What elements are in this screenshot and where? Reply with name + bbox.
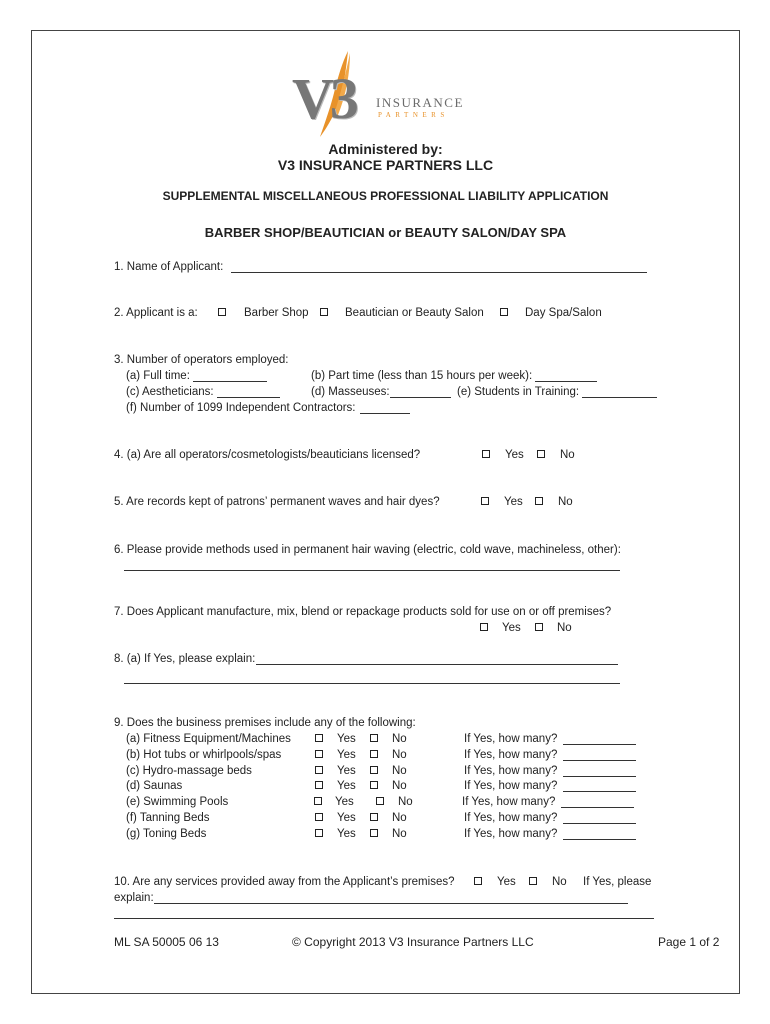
q10-no-label: No xyxy=(552,876,567,888)
q10-if-yes-label: If Yes, please xyxy=(583,876,652,888)
logo-word-partners: PARTNERS xyxy=(378,111,449,119)
masseuses-field[interactable] xyxy=(390,397,451,398)
students-field[interactable] xyxy=(582,397,657,398)
q9-yes-checkbox[interactable] xyxy=(315,813,323,821)
q9-how-many-label: If Yes, how many? xyxy=(462,796,556,808)
beauty-salon-checkbox[interactable] xyxy=(320,308,328,316)
barber-shop-label: Barber Shop xyxy=(244,307,309,319)
q5-yes-label: Yes xyxy=(504,496,523,508)
q9-how-many-field[interactable] xyxy=(563,823,636,824)
applicant-name-field[interactable] xyxy=(231,272,647,273)
q9-no-checkbox[interactable] xyxy=(370,750,378,758)
q5-no-checkbox[interactable] xyxy=(535,497,543,505)
q8-explain-field[interactable] xyxy=(256,664,618,665)
q7-yes-label: Yes xyxy=(502,622,521,634)
contractors-field[interactable] xyxy=(360,413,410,414)
beauty-salon-label: Beautician or Beauty Salon xyxy=(345,307,484,319)
part-time-field[interactable] xyxy=(535,381,597,382)
copyright-notice: © Copyright 2013 V3 Insurance Partners LLC xyxy=(292,935,534,949)
q9-how-many-field[interactable] xyxy=(563,791,636,792)
q5-no-label: No xyxy=(558,496,573,508)
q9-yes-checkbox[interactable] xyxy=(315,781,323,789)
company-name: V3 INSURANCE PARTNERS LLC xyxy=(277,157,494,173)
q3-contractors-label: (f) Number of 1099 Independent Contractors: xyxy=(126,402,356,414)
q9-no-label: No xyxy=(392,780,407,792)
q9-item-label: (d) Saunas xyxy=(126,780,183,792)
q9-how-many-label: If Yes, how many? xyxy=(464,828,558,840)
q8-label: 8. (a) If Yes, please explain: xyxy=(114,653,256,665)
form-code: ML SA 50005 06 13 xyxy=(114,935,219,949)
q9-how-many-label: If Yes, how many? xyxy=(464,812,558,824)
q9-how-many-label: If Yes, how many? xyxy=(464,780,558,792)
q9-item-label: (b) Hot tubs or whirlpools/spas xyxy=(126,749,282,761)
q9-how-many-field[interactable] xyxy=(563,839,636,840)
q10-yes-checkbox[interactable] xyxy=(474,877,482,885)
logo-monogram: V3 xyxy=(292,66,355,131)
full-time-field[interactable] xyxy=(193,381,267,382)
q10-explain-field[interactable] xyxy=(154,903,628,904)
q9-yes-checkbox[interactable] xyxy=(315,750,323,758)
form-subtitle: BARBER SHOP/BEAUTICIAN or BEAUTY SALON/DAY SPA xyxy=(204,225,567,240)
q5-yes-checkbox[interactable] xyxy=(481,497,489,505)
administered-by: Administered by: xyxy=(328,141,443,157)
q9-how-many-field[interactable] xyxy=(563,776,636,777)
q9-label: 9. Does the business premises include any of the following: xyxy=(114,717,416,729)
q4-label: 4. (a) Are all operators/cosmetologists/beauticians licensed? xyxy=(114,449,421,461)
q9-no-checkbox[interactable] xyxy=(376,797,384,805)
q9-how-many-field[interactable] xyxy=(561,807,634,808)
q9-how-many-label: If Yes, how many? xyxy=(464,765,558,777)
q4-yes-label: Yes xyxy=(505,449,524,461)
q3-aestheticians-label: (c) Aestheticians: xyxy=(126,386,214,398)
q9-no-label: No xyxy=(392,812,407,824)
q7-no-checkbox[interactable] xyxy=(535,623,543,631)
q4-no-label: No xyxy=(560,449,575,461)
form-title: SUPPLEMENTAL MISCELLANEOUS PROFESSIONAL LIABILITY APPLICATION xyxy=(162,189,609,203)
day-spa-label: Day Spa/Salon xyxy=(525,307,602,319)
q3-part-time-label: (b) Part time (less than 15 hours per week): xyxy=(311,370,533,382)
q9-yes-checkbox[interactable] xyxy=(315,766,323,774)
q7-yes-checkbox[interactable] xyxy=(480,623,488,631)
q9-yes-label: Yes xyxy=(337,780,356,792)
q9-yes-checkbox[interactable] xyxy=(315,829,323,837)
q10-label: 10. Are any services provided away from the Applicant’s premises? xyxy=(114,876,455,888)
q2-label: 2. Applicant is a: xyxy=(114,307,198,319)
q9-item-label: (e) Swimming Pools xyxy=(126,796,229,808)
q1-label: 1. Name of Applicant: xyxy=(114,261,224,273)
q9-how-many-label: If Yes, how many? xyxy=(464,733,558,745)
company-logo xyxy=(290,49,490,139)
q9-no-label: No xyxy=(392,765,407,777)
q10-explain-field-2[interactable] xyxy=(114,918,654,919)
q10-explain-label: explain: xyxy=(114,892,154,904)
aestheticians-field[interactable] xyxy=(217,397,280,398)
q3-full-time-label: (a) Full time: xyxy=(126,370,190,382)
q3-students-label: (e) Students in Training: xyxy=(457,386,580,398)
q6-label: 6. Please provide methods used in permanent hair waving (electric, cold wave, machineless, other): xyxy=(114,544,621,556)
q7-label: 7. Does Applicant manufacture, mix, blend or repackage products sold for use on or off premises? xyxy=(114,606,612,618)
q9-item-label: (c) Hydro-massage beds xyxy=(126,765,252,777)
q9-yes-label: Yes xyxy=(337,749,356,761)
q3-label: 3. Number of operators employed: xyxy=(114,354,289,366)
q9-yes-label: Yes xyxy=(337,828,356,840)
logo-word-insurance: INSURANCE xyxy=(376,95,464,110)
q10-yes-label: Yes xyxy=(497,876,516,888)
q9-no-checkbox[interactable] xyxy=(370,766,378,774)
q10-no-checkbox[interactable] xyxy=(529,877,537,885)
q9-yes-label: Yes xyxy=(337,733,356,745)
q9-yes-label: Yes xyxy=(337,765,356,777)
q9-how-many-field[interactable] xyxy=(563,760,636,761)
form-page xyxy=(31,30,740,994)
q6-answer-field[interactable] xyxy=(124,570,620,571)
q9-item-label: (f) Tanning Beds xyxy=(126,812,210,824)
day-spa-checkbox[interactable] xyxy=(500,308,508,316)
q7-no-label: No xyxy=(557,622,572,634)
q4-no-checkbox[interactable] xyxy=(537,450,545,458)
q4-yes-checkbox[interactable] xyxy=(482,450,490,458)
q9-yes-checkbox[interactable] xyxy=(314,797,322,805)
q9-yes-checkbox[interactable] xyxy=(315,734,323,742)
q9-item-label: (g) Toning Beds xyxy=(126,828,207,840)
q9-yes-label: Yes xyxy=(335,796,354,808)
page-number: Page 1 of 2 xyxy=(658,935,720,949)
q9-no-label: No xyxy=(392,828,407,840)
q9-how-many-field[interactable] xyxy=(563,744,636,745)
q9-no-checkbox[interactable] xyxy=(370,781,378,789)
q9-no-label: No xyxy=(398,796,413,808)
q9-no-checkbox[interactable] xyxy=(370,734,378,742)
q3-masseuses-label: (d) Masseuses: xyxy=(311,386,390,398)
q9-no-checkbox[interactable] xyxy=(370,813,378,821)
q9-how-many-label: If Yes, how many? xyxy=(464,749,558,761)
q5-label: 5. Are records kept of patrons’ permanent waves and hair dyes? xyxy=(114,496,440,508)
q9-item-label: (a) Fitness Equipment/Machines xyxy=(126,733,291,745)
q9-no-label: No xyxy=(392,749,407,761)
q9-yes-label: Yes xyxy=(337,812,356,824)
q8-explain-field-2[interactable] xyxy=(124,683,620,684)
q9-no-checkbox[interactable] xyxy=(370,829,378,837)
barber-shop-checkbox[interactable] xyxy=(218,308,226,316)
q9-no-label: No xyxy=(392,733,407,745)
